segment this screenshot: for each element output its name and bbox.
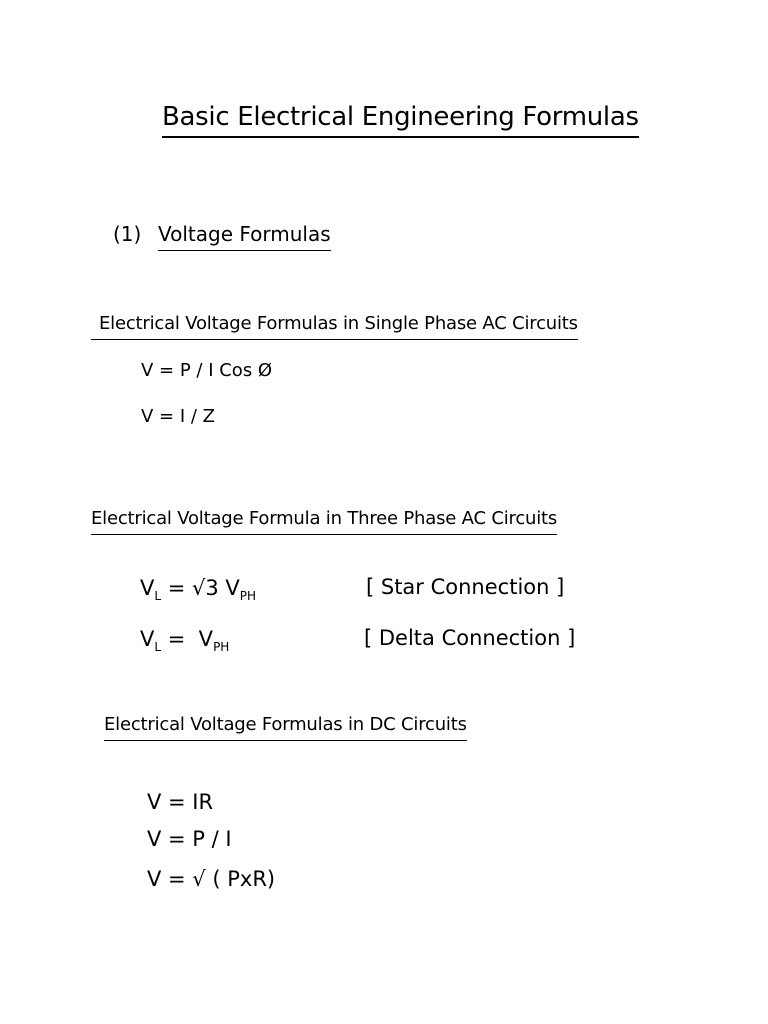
section-title: Voltage Formulas [158, 220, 331, 251]
dc-heading: Electrical Voltage Formulas in DC Circuits [104, 713, 467, 741]
dc-formula-3: V = √ ( PxR) [147, 867, 276, 891]
page-title: Basic Electrical Engineering Formulas [162, 100, 639, 138]
three-phase-heading: Electrical Voltage Formula in Three Phase AC Circuits [91, 507, 557, 535]
dc-formula-1: V = IR [147, 790, 214, 814]
star-rhs-subscript: PH [239, 589, 257, 603]
delta-rhs-subscript: PH [213, 640, 230, 654]
single-phase-formula-2: V = I / Z [141, 406, 215, 427]
dc-formula-2: V = P / I [147, 827, 232, 851]
star-formula [140, 574, 256, 605]
single-phase-formula-1: V = P / I Cos Ø [141, 360, 273, 381]
delta-lhs-subscript: L [154, 640, 162, 654]
section-number: (1) [113, 222, 142, 246]
star-lhs: V [140, 576, 155, 600]
delta-connection-label: [ Delta Connection ] [364, 626, 576, 650]
star-lhs-subscript: L [154, 589, 162, 603]
delta-formula [140, 625, 229, 656]
delta-mid: = V [161, 627, 214, 651]
star-connection-label: [ Star Connection ] [366, 575, 565, 599]
star-mid: = √3 V [161, 576, 240, 600]
single-phase-heading: Electrical Voltage Formulas in Single Phase AC Circuits [91, 312, 578, 340]
delta-lhs: V [140, 627, 155, 651]
